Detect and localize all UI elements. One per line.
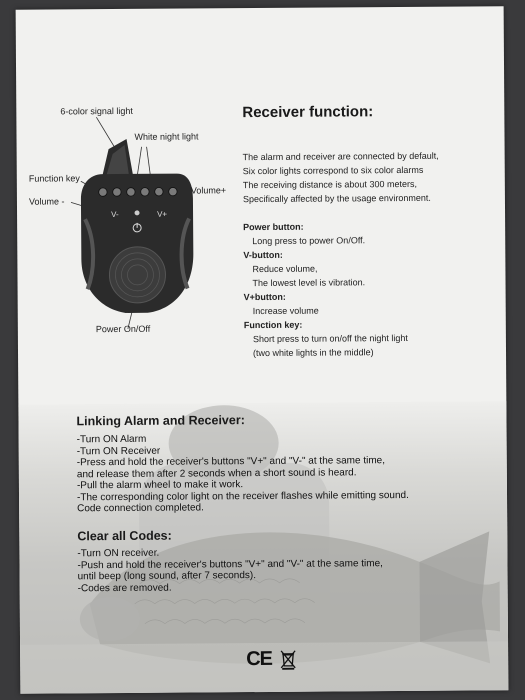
volume-minus-label: Volume - <box>28 196 65 207</box>
clear-codes-title: Clear all Codes: <box>77 528 172 544</box>
list-item: -Press and hold the receiver's buttons "V+" and "V-" at the same time, <box>76 455 386 469</box>
list-item: -Turn ON Receiver <box>76 445 161 457</box>
power-label: Power On/Off <box>95 323 151 335</box>
list-item: -Turn ON Alarm <box>76 433 147 446</box>
receiver-function-title: Receiver function: <box>242 103 374 122</box>
list-item: -Push and hold the receiver's buttons "V+" and "V-" at the same time, <box>77 557 383 571</box>
linking-title: Linking Alarm and Receiver: <box>76 413 245 429</box>
vminus-desc: Reduce volume, <box>252 263 318 275</box>
function-key-title: Function key: <box>243 319 303 331</box>
intro-line: Specifically affected by the usage environment. <box>242 192 431 205</box>
white-night-light-label: White night light <box>134 131 199 142</box>
clear-codes-steps <box>77 546 383 594</box>
vminus-desc2: The lowest level is vibration. <box>252 277 366 289</box>
signal-light-label: 6-color signal light <box>60 105 133 117</box>
intro-line: Six color lights correspond to six color alarms <box>242 164 424 177</box>
function-key-label: Function key <box>28 173 80 184</box>
instruction-sheet <box>16 6 509 693</box>
list-item: and release them after 2 seconds when a short sound is heard. <box>76 466 357 480</box>
function-key-desc2: (two white lights in the middle) <box>252 347 374 359</box>
list-item: Code connection completed. <box>77 502 204 515</box>
vplus-title: V+button: <box>243 291 286 303</box>
list-item: until beep (long sound, after 7 seconds). <box>77 570 257 583</box>
ce-mark-icon: CE <box>246 647 273 671</box>
vminus-title: V-button: <box>243 249 283 261</box>
power-button-title: Power button: <box>243 221 304 233</box>
list-item: -Pull the alarm wheel to make it work. <box>76 479 244 492</box>
function-key-desc: Short press to turn on/off the night light <box>252 332 408 345</box>
linking-steps <box>77 432 409 515</box>
list-item: -Turn ON receiver. <box>77 547 160 560</box>
volume-plus-label: Volume+ <box>190 185 227 196</box>
certification-marks <box>246 648 296 671</box>
list-item: -The corresponding color light on the receiver flashes while emitting sound. <box>76 489 409 503</box>
receiver-intro <box>243 149 440 206</box>
weee-bin-icon <box>280 649 296 669</box>
receiver-buttons <box>243 219 408 360</box>
vplus-desc: Increase volume <box>252 305 319 317</box>
power-button-desc: Long press to power On/Off. <box>252 235 366 247</box>
svg-text:V+: V+ <box>157 209 168 219</box>
intro-line: The receiving distance is about 300 meters, <box>242 178 417 191</box>
svg-text:V-: V- <box>111 209 119 220</box>
list-item: -Codes are removed. <box>77 582 172 594</box>
intro-line: The alarm and receiver are connected by default, <box>242 150 439 163</box>
